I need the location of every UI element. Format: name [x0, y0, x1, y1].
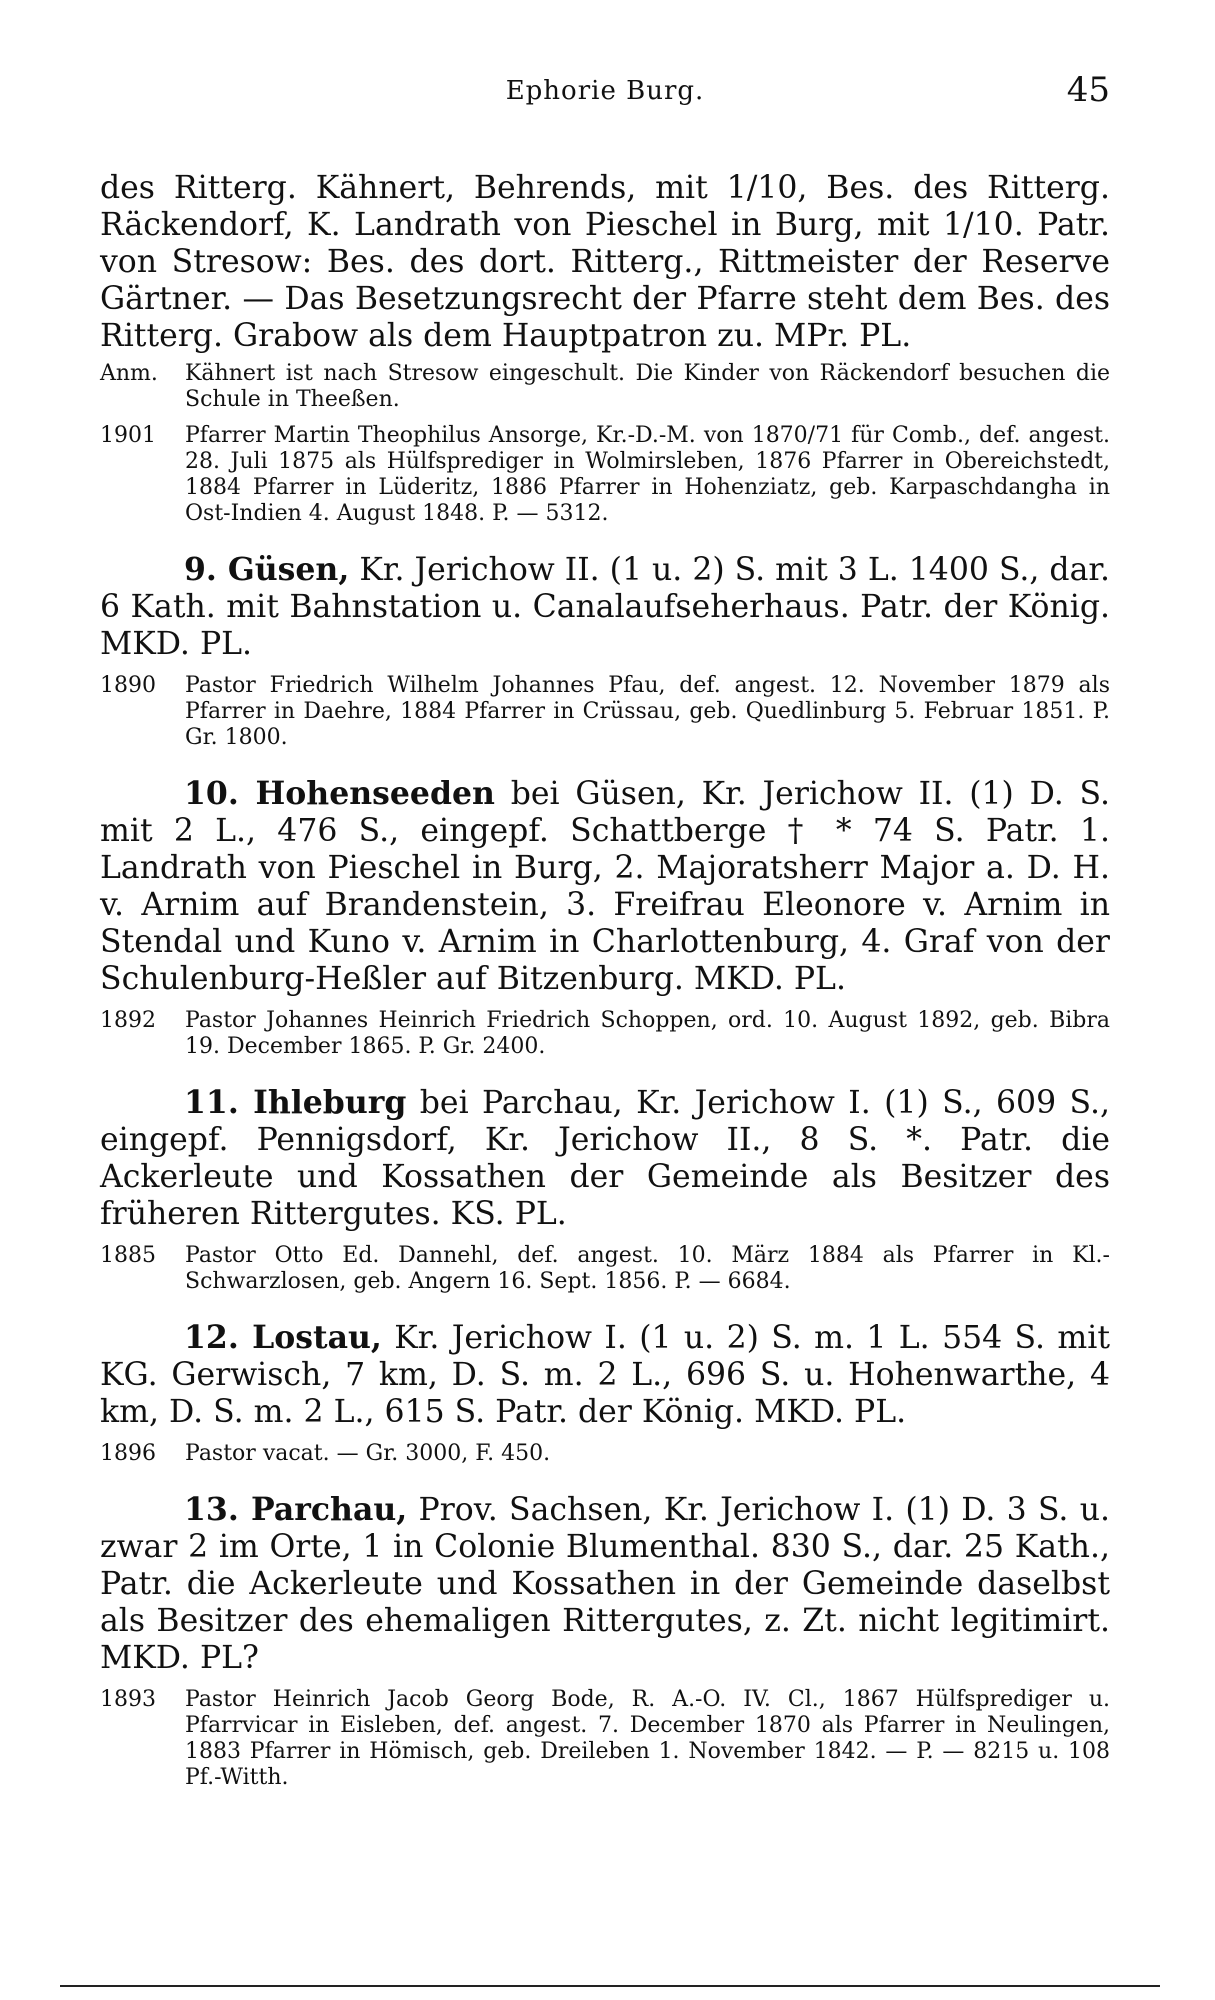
parish-heading: 12. Lostau, [184, 1319, 382, 1356]
pastor-year: 1890 [100, 673, 156, 698]
pastor-text: Pastor Heinrich Jacob Georg Bode, R. A.-O. IV. Cl., 1867 Hülfsprediger u. Pfarrvicar in Eisleben, def. angest. 7. December 1870 als Pfarrer in Neulingen, 1883 Pfarrer in Hömisch, geb. Dreileben 1. November 1842. — P. — 8215 u. 108 Pf.-Witth. [185, 1687, 1110, 1790]
parish-body: Kr. Jerichow I. (1 u. 2) S. m. 1 L. 554 S. mit KG. Gerwisch, 7 km, D. S. m. 2 L., 696 S. u. Hohenwarthe, 4 km, D. S. m. 2 L., 615 S. Patr. der König. MKD. PL. [100, 1320, 1111, 1430]
pastor-note [100, 673, 1110, 751]
parish-body: Prov. Sachsen, Kr. Jerichow I. (1) D. 3 S. u. zwar 2 im Orte, 1 in Colonie Blumenthal. 830 S., dar. 25 Kath., Patr. die Ackerleute und Kossathen in der Gemeinde daselbst als Besitzer des ehemaligen Rittergutes, z. Zt. nicht legitimirt. MKD. PL? [100, 1492, 1110, 1676]
parish-heading: 13. Parchau, [184, 1491, 408, 1528]
page-header [100, 70, 1110, 120]
running-head: Ephorie Burg. [505, 76, 705, 106]
parish-entry [100, 775, 1110, 998]
parish-entry [100, 1084, 1110, 1233]
intro-paragraph: des Ritterg. Kähnert, Behrends, mit 1/10, Bes. des Ritterg. Räckendorf, K. Landrath von Pieschel in Burg, mit 1/10. Patr. von Stresow: Bes. des dort. Ritterg., Rittmeister der Reserve Gärtner. — Das Besetzungsrecht der Pfarre steht dem Bes. des Ritterg. Grabow als dem Hauptpatron zu. MPr. PL. [100, 170, 1110, 354]
pastor-year: 1893 [100, 1687, 156, 1712]
pastor-text: Pastor Friedrich Wilhelm Johannes Pfau, def. angest. 12. November 1879 als Pfarrer in Daehre, 1884 Pfarrer in Crüssau, geb. Quedlinburg 5. Februar 1851. P. Gr. 1800. [185, 673, 1110, 750]
parish-heading: 11. Ihleburg [184, 1084, 407, 1121]
pastor-text: Pastor Johannes Heinrich Friedrich Schoppen, ord. 10. August 1892, geb. Bibra 19. December 1865. P. Gr. 2400. [185, 1008, 1110, 1059]
parish-body: bei Parchau, Kr. Jerichow I. (1) S., 609 S., eingepf. Pennigsdorf, Kr. Jerichow II., 8 S. *. Patr. die Ackerleute und Kossathen der Gemeinde als Besitzer des früheren Rittergutes. KS. PL. [100, 1085, 1111, 1232]
annotation [100, 361, 1110, 413]
parish-entry [100, 1319, 1110, 1431]
pastor-text: Pastor Otto Ed. Dannehl, def. angest. 10. März 1884 als Pfarrer in Kl.-Schwarzlosen, geb. Angern 16. Sept. 1856. P. — 6684. [185, 1243, 1110, 1294]
page [100, 70, 1110, 1791]
parish-entry [100, 551, 1110, 663]
parish-body: Kr. Jerichow II. (1 u. 2) S. mit 3 L. 1400 S., dar. 6 Kath. mit Bahnstation u. Canalaufseherhaus. Patr. der König. MKD. PL. [100, 552, 1110, 662]
pastor-note [100, 1008, 1110, 1060]
pastor-year: 1885 [100, 1243, 156, 1268]
bottom-rule [60, 1985, 1160, 1987]
pastor-text: Pastor vacat. — Gr. 3000, F. 450. [185, 1441, 551, 1466]
parish-heading: 9. Güsen, [184, 551, 350, 588]
page-number: 45 [1066, 70, 1110, 110]
pastor-text: Pfarrer Martin Theophilus Ansorge, Kr.-D.-M. von 1870/71 für Comb., def. angest. 28. Juli 1875 als Hülfsprediger in Wolmirsleben, 1876 Pfarrer in Obereichstedt, 1884 Pfarrer in Lüderitz, 1886 Pfarrer in Hohenziatz, geb. Karpaschdangha in Ost-Indien 4. August 1848. P. — 5312. [185, 423, 1110, 526]
pastor-year: 1901 [100, 423, 156, 448]
pastor-year: 1892 [100, 1008, 156, 1033]
parish-heading: 10. Hohenseeden [184, 775, 495, 812]
parish-entry [100, 1491, 1110, 1677]
pastor-note [100, 1441, 1110, 1467]
parish-body: bei Güsen, Kr. Jerichow II. (1) D. S. mit 2 L., 476 S., eingepf. Schattberge † * 74 S. Patr. 1. Landrath von Pieschel in Burg, 2. Majoratsherr Major a. D. H. v. Arnim auf Brandenstein, 3. Freifrau Eleonore v. Arnim in Stendal und Kuno v. Arnim in Charlottenburg, 4. Graf von der Schulenburg-Heßler auf Bitzenburg. MKD. PL. [100, 776, 1110, 997]
pastor-year: 1896 [100, 1441, 156, 1466]
pastor-note [100, 423, 1110, 527]
pastor-note [100, 1687, 1110, 1791]
annotation-text: Kähnert ist nach Stresow eingeschult. Die Kinder von Räckendorf besuchen die Schule in Theeßen. [185, 361, 1110, 412]
pastor-note [100, 1243, 1110, 1295]
annotation-label: Anm. [100, 361, 158, 386]
